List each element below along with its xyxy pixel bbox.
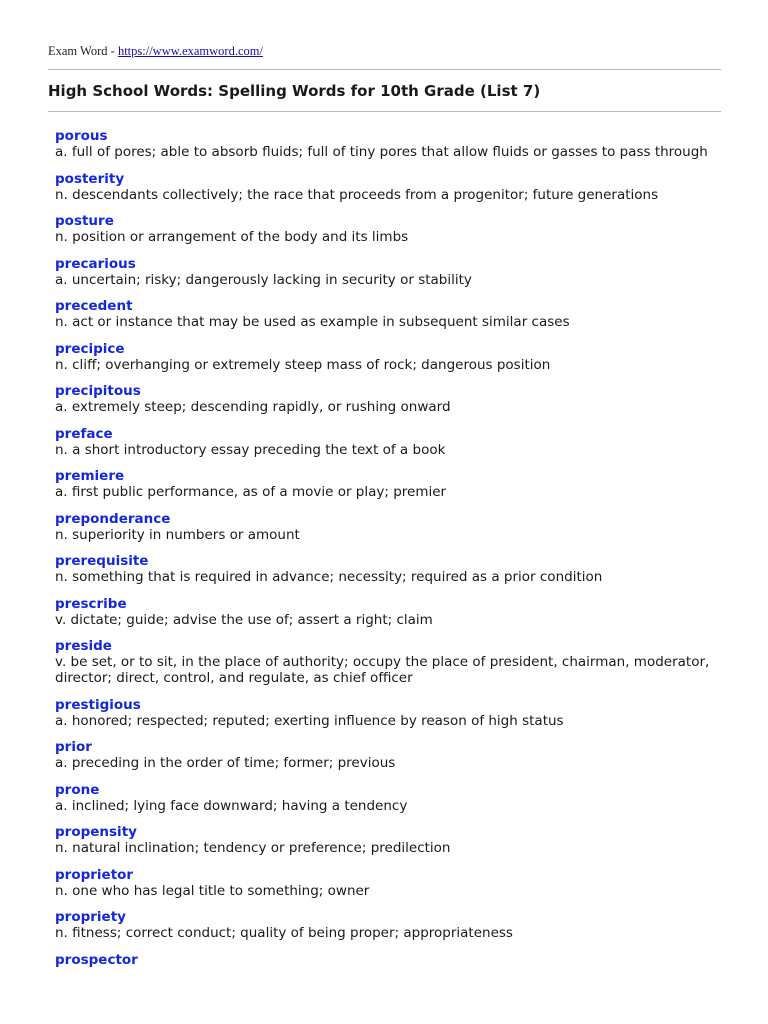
word-entry-precarious: [55, 256, 717, 288]
word-term: preponderance: [55, 510, 171, 527]
word-term: precedent: [55, 298, 133, 314]
word-definition: n. cliff; overhanging or extremely steep mass of rock; dangerous position: [55, 356, 551, 373]
word-term: precipice: [55, 340, 125, 357]
word-list: [55, 128, 717, 978]
word-entry-porous: [55, 128, 717, 160]
word-entry-premiere: [55, 468, 717, 500]
word-term: posterity: [55, 170, 125, 187]
word-entry-prior: [55, 739, 717, 771]
site-link[interactable]: https://www.examword.com/: [117, 44, 263, 58]
word-entry-prone: [55, 782, 717, 814]
word-term: prone: [55, 781, 100, 798]
word-definition: n. fitness; correct conduct; quality of being proper; appropriateness: [55, 925, 513, 941]
word-entry-preponderance: [55, 511, 717, 543]
word-entry-prospector: [55, 952, 717, 968]
word-definition: a. preceding in the order of time; former; previous: [55, 755, 396, 771]
word-term: proprietor: [55, 866, 134, 883]
word-term: prerequisite: [55, 553, 149, 569]
word-definition: a. honored; respected; reputed; exerting influence by reason of high status: [55, 712, 564, 729]
word-term: propriety: [55, 909, 126, 925]
word-definition: a. full of pores; able to absorb fluids; full of tiny pores that allow fluids or gasses to pass through: [55, 144, 708, 160]
word-term: porous: [55, 128, 108, 144]
word-entry-posture: [55, 213, 717, 245]
word-entry-proprietor: [55, 867, 717, 899]
word-entry-prescribe: [55, 596, 717, 628]
word-term: preface: [55, 425, 113, 442]
word-term: propensity: [55, 824, 137, 840]
site-header: [48, 44, 263, 59]
word-term: prior: [55, 739, 92, 755]
page-title: High School Words: Spelling Words for 10th Grade (List 7): [48, 82, 541, 100]
word-definition: v. be set, or to sit, in the place of authority; occupy the place of president, chairman, moderator, director; direct, control, and regulate, as chief officer: [55, 654, 710, 686]
site-name: Exam Word -: [48, 44, 118, 58]
word-term: preside: [55, 638, 112, 654]
word-term: precipitous: [55, 383, 141, 399]
word-entry-prerequisite: [55, 553, 717, 585]
word-term: precarious: [55, 255, 136, 272]
word-entry-prestigious: [55, 697, 717, 729]
word-term: prescribe: [55, 595, 127, 612]
word-definition: a. first public performance, as of a movie or play; premier: [55, 484, 447, 500]
word-term: prestigious: [55, 696, 141, 713]
word-entry-preside: [55, 638, 717, 686]
word-entry-propensity: [55, 824, 717, 856]
word-definition: n. one who has legal title to something; owner: [55, 882, 370, 899]
word-definition: n. descendants collectively; the race that proceeds from a progenitor; future generations: [55, 186, 659, 203]
word-term: premiere: [55, 468, 125, 484]
word-entry-precipitous: [55, 383, 717, 415]
word-entry-precedent: [55, 298, 717, 330]
word-definition: a. uncertain; risky; dangerously lacking in security or stability: [55, 271, 472, 288]
word-definition: n. superiority in numbers or amount: [55, 526, 300, 543]
word-entry-posterity: [55, 171, 717, 203]
word-definition: n. position or arrangement of the body and its limbs: [55, 229, 409, 245]
word-definition: a. inclined; lying face downward; having a tendency: [55, 797, 408, 814]
word-entry-precipice: [55, 341, 717, 373]
word-term: prospector: [55, 951, 138, 968]
word-definition: n. natural inclination; tendency or preference; predilection: [55, 840, 451, 856]
word-definition: n. act or instance that may be used as example in subsequent similar cases: [55, 314, 570, 330]
word-term: posture: [55, 213, 114, 229]
word-definition: a. extremely steep; descending rapidly, or rushing onward: [55, 399, 451, 415]
word-definition: v. dictate; guide; advise the use of; assert a right; claim: [55, 611, 433, 628]
title-divider: [48, 111, 721, 112]
top-divider: [48, 69, 721, 70]
word-entry-propriety: [55, 909, 717, 941]
word-entry-preface: [55, 426, 717, 458]
word-definition: n. something that is required in advance; necessity; required as a prior condition: [55, 569, 603, 585]
word-definition: n. a short introductory essay preceding the text of a book: [55, 441, 446, 458]
